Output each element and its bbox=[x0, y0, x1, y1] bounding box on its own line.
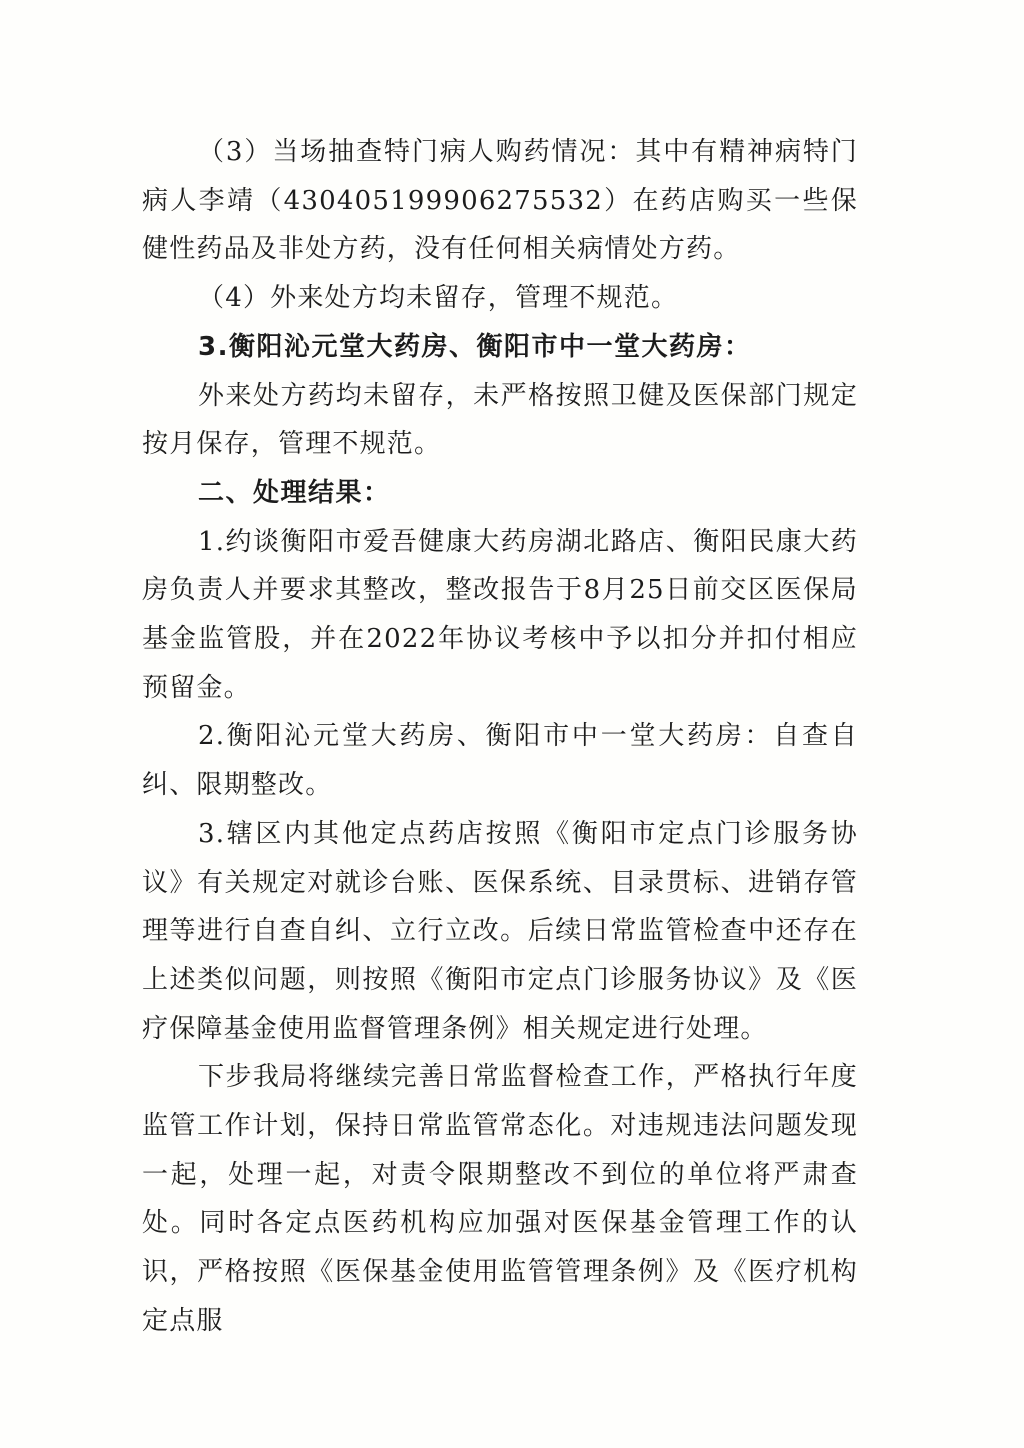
document-body bbox=[142, 128, 858, 1346]
section-heading-results: 二、处理结果： bbox=[198, 477, 391, 508]
section-heading-pharmacies: 3.衡阳沁元堂大药房、衡阳市中一堂大药房： bbox=[198, 331, 752, 362]
paragraph-result-1: 1.约谈衡阳市爱吾健康大药房湖北路店、衡阳民康大药房负责人并要求其整改，整改报告于8月25日前交区医保局基金监管股，并在2022年协议考核中予以扣分并扣付相应预留金。 bbox=[142, 526, 858, 703]
paragraph-spot-check: （3）当场抽查特门病人购药情况：其中有精神病特门病人李靖（430405199906275532）在药店购买一些保健性药品及非处方药，没有任何相关病情处方药。 bbox=[142, 137, 858, 265]
paragraph-pharmacy-findings: 外来处方药均未留存，未严格按照卫健及医保部门规定按月保存，管理不规范。 bbox=[142, 380, 858, 460]
paragraph-next-steps: 下步我局将继续完善日常监督检查工作，严格执行年度监管工作计划，保持日常监管常态化。对违规违法问题发现一起，处理一起，对责令限期整改不到位的单位将严肃查处。同时各定点医药机构应加强对医保基金管理工作的认识，严格按照《医保基金使用监管管理条例》及《医疗机构定点服 bbox=[142, 1062, 858, 1336]
paragraph-prescriptions-not-kept: （4）外来处方均未留存，管理不规范。 bbox=[198, 283, 679, 314]
paragraph-result-3: 3.辖区内其他定点药店按照《衡阳市定点门诊服务协议》有关规定对就诊台账、医保系统、目录贯标、进销存管理等进行自查自纠、立行立改。后续日常监管检查中还存在上述类似问题，则按照《衡阳市定点门诊服务协议》及《医疗保障基金使用监督管理条例》相关规定进行处理。 bbox=[142, 818, 858, 1044]
paragraph-result-2: 2.衡阳沁元堂大药房、衡阳市中一堂大药房：自查自纠、限期整改。 bbox=[142, 721, 858, 801]
